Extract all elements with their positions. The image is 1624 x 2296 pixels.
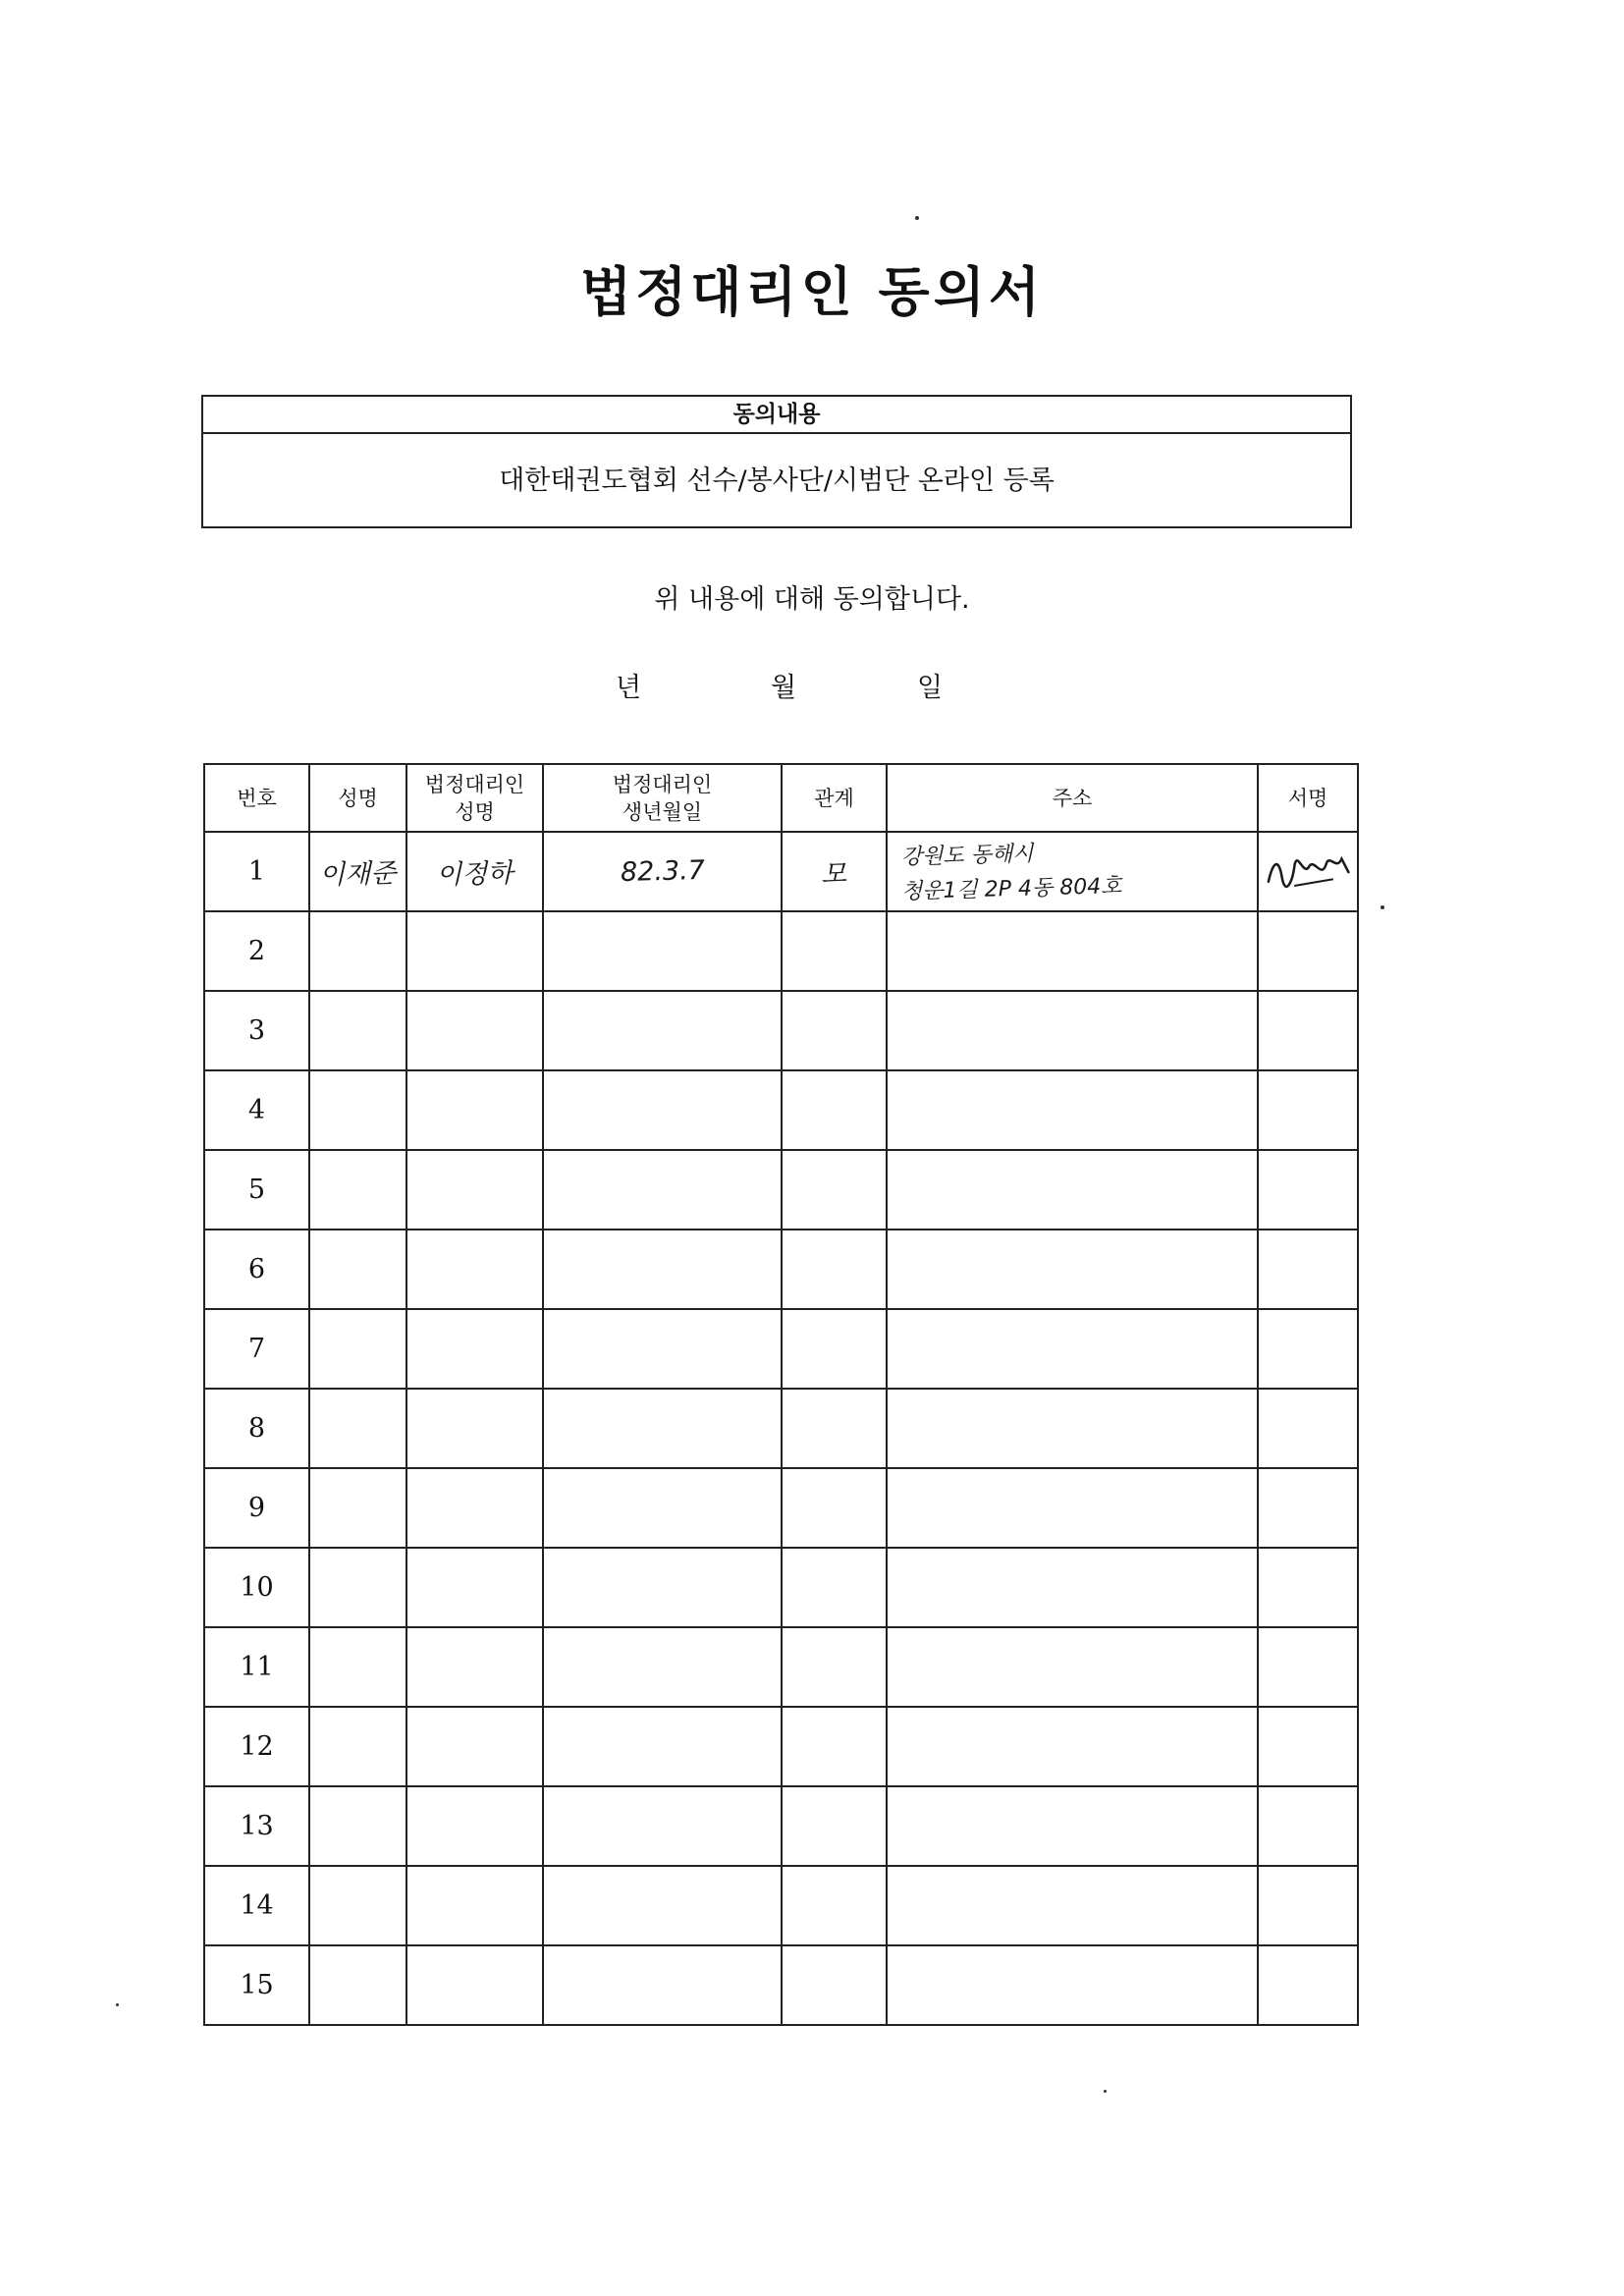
row-name xyxy=(309,1945,406,2025)
row-guardian-name xyxy=(406,1548,543,1627)
table-row xyxy=(204,911,1358,991)
row-address xyxy=(887,1070,1258,1150)
row-relation xyxy=(782,1707,887,1786)
consent-content-body: 대한태권도협회 선수/봉사단/시범단 온라인 등록 xyxy=(499,465,1055,496)
row-guardian-birth xyxy=(543,1707,782,1786)
row-signature xyxy=(1258,1150,1358,1230)
header-guardian-name xyxy=(406,764,543,832)
row-guardian-name xyxy=(406,832,543,911)
row-relation xyxy=(782,1548,887,1627)
row-number: 14 xyxy=(204,1866,309,1945)
row-signature xyxy=(1258,1548,1358,1627)
row-guardian-name xyxy=(406,1945,543,2025)
row-relation xyxy=(782,1945,887,2025)
row-address xyxy=(887,1627,1258,1707)
document-title: 법정대리인 동의서 xyxy=(579,261,1045,323)
row-guardian-name xyxy=(406,1707,543,1786)
row-guardian-birth xyxy=(543,1627,782,1707)
row-signature xyxy=(1258,1468,1358,1548)
handwritten-guardian-name: 이정하 xyxy=(436,857,514,892)
row-number: 13 xyxy=(204,1786,309,1866)
scan-speck xyxy=(1380,905,1384,909)
row-guardian-birth xyxy=(543,1468,782,1548)
handwritten-address-line2: 청운1길 2P 4동 804호 xyxy=(900,873,1122,904)
row-address xyxy=(887,1150,1258,1230)
row-relation xyxy=(782,1627,887,1707)
agreement-statement: 위 내용에 대해 동의합니다. xyxy=(654,584,970,615)
row-number: 9 xyxy=(204,1468,309,1548)
row-signature xyxy=(1258,1707,1358,1786)
row-name xyxy=(309,1389,406,1468)
row-guardian-birth xyxy=(543,1070,782,1150)
row-name xyxy=(309,1786,406,1866)
row-signature xyxy=(1258,911,1358,991)
row-guardian-name xyxy=(406,1627,543,1707)
header-relation: 관계 xyxy=(782,764,887,832)
row-address xyxy=(887,832,1258,911)
row-relation xyxy=(782,911,887,991)
row-guardian-name xyxy=(406,1230,543,1309)
row-guardian-birth xyxy=(543,832,782,911)
table-row xyxy=(204,1468,1358,1548)
header-guardian-birth-line2: 생년월일 xyxy=(622,799,703,824)
row-number: 10 xyxy=(204,1548,309,1627)
table-row xyxy=(204,1309,1358,1389)
row-number: 15 xyxy=(204,1945,309,2025)
handwritten-relation: 모 xyxy=(821,858,848,891)
row-number: 1 xyxy=(204,832,309,911)
header-guardian-birth xyxy=(543,764,782,832)
row-address xyxy=(887,1945,1258,2025)
row-number: 3 xyxy=(204,991,309,1070)
row-guardian-name xyxy=(406,1468,543,1548)
table-row xyxy=(204,1548,1358,1627)
row-guardian-birth xyxy=(543,1389,782,1468)
row-relation xyxy=(782,1468,887,1548)
row-name xyxy=(309,832,406,911)
scan-speck xyxy=(915,216,919,220)
row-number: 2 xyxy=(204,911,309,991)
row-signature xyxy=(1258,1070,1358,1150)
handwritten-guardian-birth: 82.3.7 xyxy=(620,854,705,889)
row-address xyxy=(887,1866,1258,1945)
row-signature xyxy=(1258,1945,1358,2025)
row-relation xyxy=(782,832,887,911)
row-signature xyxy=(1258,832,1358,911)
row-number: 4 xyxy=(204,1070,309,1150)
header-address: 주소 xyxy=(887,764,1258,832)
row-guardian-name xyxy=(406,991,543,1070)
row-address xyxy=(887,1389,1258,1468)
row-signature xyxy=(1258,1627,1358,1707)
row-name xyxy=(309,911,406,991)
table-row xyxy=(204,1707,1358,1786)
row-guardian-birth xyxy=(543,1150,782,1230)
row-name xyxy=(309,1230,406,1309)
row-address xyxy=(887,1468,1258,1548)
row-relation xyxy=(782,1309,887,1389)
row-relation xyxy=(782,1150,887,1230)
row-name xyxy=(309,1309,406,1389)
row-guardian-birth xyxy=(543,911,782,991)
row-guardian-birth xyxy=(543,1945,782,2025)
row-guardian-name xyxy=(406,1786,543,1866)
row-signature xyxy=(1258,1389,1358,1468)
row-signature xyxy=(1258,1309,1358,1389)
row-address xyxy=(887,1548,1258,1627)
table-row xyxy=(204,1230,1358,1309)
row-guardian-name xyxy=(406,1070,543,1150)
table-row xyxy=(204,1070,1358,1150)
row-guardian-name xyxy=(406,1389,543,1468)
signature-scribble xyxy=(1263,843,1354,894)
row-address xyxy=(887,991,1258,1070)
row-guardian-name xyxy=(406,1866,543,1945)
row-guardian-birth xyxy=(543,1309,782,1389)
row-name xyxy=(309,991,406,1070)
row-address xyxy=(887,1786,1258,1866)
row-signature xyxy=(1258,1230,1358,1309)
table-row xyxy=(204,1627,1358,1707)
guardian-roster-table xyxy=(203,763,1359,2026)
row-guardian-birth xyxy=(543,991,782,1070)
scan-speck xyxy=(1104,2090,1107,2093)
row-guardian-name xyxy=(406,1150,543,1230)
handwritten-address-line1: 강원도 동해시 xyxy=(900,841,1034,870)
row-name xyxy=(309,1707,406,1786)
row-address xyxy=(887,1230,1258,1309)
row-relation xyxy=(782,991,887,1070)
row-address xyxy=(887,911,1258,991)
row-signature xyxy=(1258,991,1358,1070)
row-relation xyxy=(782,1866,887,1945)
consent-content-header: 동의내용 xyxy=(203,397,1350,434)
date-year-label: 년 xyxy=(616,673,642,703)
header-signature: 서명 xyxy=(1258,764,1358,832)
row-name xyxy=(309,1866,406,1945)
table-row xyxy=(204,1945,1358,2025)
table-row xyxy=(204,832,1358,911)
header-guardian-name-line1: 법정대리인 xyxy=(424,772,525,796)
row-address xyxy=(887,1707,1258,1786)
table-row xyxy=(204,1150,1358,1230)
row-name xyxy=(309,1548,406,1627)
row-number: 8 xyxy=(204,1389,309,1468)
row-name xyxy=(309,1468,406,1548)
row-relation xyxy=(782,1070,887,1150)
row-number: 5 xyxy=(204,1150,309,1230)
row-guardian-name xyxy=(406,1309,543,1389)
row-number: 11 xyxy=(204,1627,309,1707)
row-address xyxy=(887,1309,1258,1389)
header-name: 성명 xyxy=(309,764,406,832)
scan-speck xyxy=(116,2003,119,2006)
table-row xyxy=(204,1866,1358,1945)
row-number: 6 xyxy=(204,1230,309,1309)
header-number: 번호 xyxy=(204,764,309,832)
row-number: 12 xyxy=(204,1707,309,1786)
date-month-label: 월 xyxy=(771,673,797,703)
row-guardian-birth xyxy=(543,1230,782,1309)
consent-content-box xyxy=(201,395,1352,528)
row-guardian-birth xyxy=(543,1866,782,1945)
row-guardian-birth xyxy=(543,1548,782,1627)
handwritten-name: 이재준 xyxy=(319,857,398,892)
row-relation xyxy=(782,1389,887,1468)
header-guardian-name-line2: 성명 xyxy=(455,799,495,824)
header-guardian-birth-line1: 법정대리인 xyxy=(612,772,713,796)
table-row xyxy=(204,1786,1358,1866)
row-guardian-name xyxy=(406,911,543,991)
table-row xyxy=(204,991,1358,1070)
row-name xyxy=(309,1627,406,1707)
row-signature xyxy=(1258,1866,1358,1945)
row-relation xyxy=(782,1230,887,1309)
row-guardian-birth xyxy=(543,1786,782,1866)
table-row xyxy=(204,1389,1358,1468)
row-signature xyxy=(1258,1786,1358,1866)
table-header-row xyxy=(204,764,1358,832)
row-name xyxy=(309,1150,406,1230)
date-day-label: 일 xyxy=(917,673,944,703)
row-number: 7 xyxy=(204,1309,309,1389)
row-relation xyxy=(782,1786,887,1866)
row-name xyxy=(309,1070,406,1150)
